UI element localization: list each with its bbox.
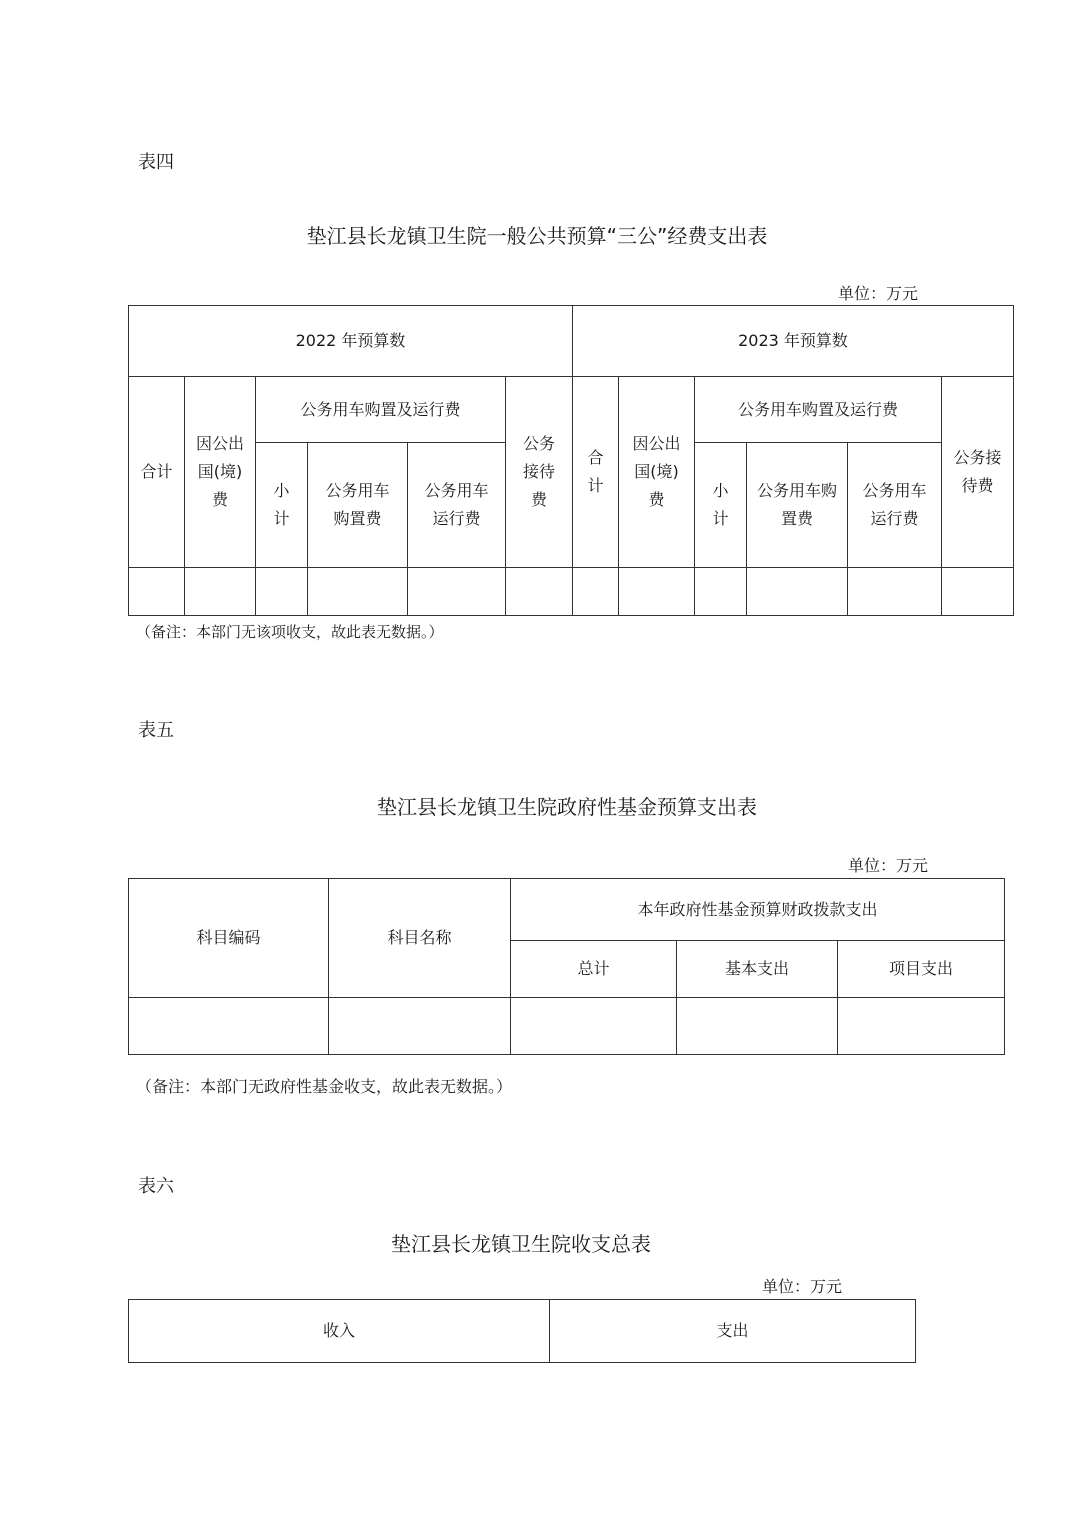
empty-cell: [185, 568, 256, 616]
empty-cell: [695, 568, 747, 616]
car-group-2023-header: 公务用车购置及运行费: [695, 377, 942, 443]
empty-cell: [256, 568, 308, 616]
empty-cell: [129, 998, 329, 1055]
empty-cell: [308, 568, 408, 616]
table6-label: 表六: [138, 1176, 174, 1197]
empty-cell: [942, 568, 1014, 616]
table4-grid: [128, 305, 1014, 616]
empty-cell: [329, 998, 511, 1055]
year-2022-header: 2022 年预算数: [129, 306, 573, 377]
empty-cell: [619, 568, 695, 616]
table5-note: （备注：本部门无政府性基金收支，故此表无数据。）: [136, 1077, 513, 1096]
car-run-2022-header: 公务用车 运行费: [408, 443, 506, 568]
table6-title: 垫江县长龙镇卫生院收支总表: [391, 1232, 651, 1256]
table-row: [129, 998, 1005, 1055]
total-2023-header: 合 计: [573, 377, 619, 568]
reception-2023-header: 公务接 待费: [942, 377, 1014, 568]
reception-2022-header: 公务 接待 费: [506, 377, 573, 568]
table4-title: 垫江县长龙镇卫生院一般公共预算“三公”经费支出表: [306, 224, 768, 248]
table-row: [129, 568, 1014, 616]
empty-cell: [848, 568, 942, 616]
empty-cell: [511, 998, 677, 1055]
table5-unit: 单位：万元: [848, 856, 929, 875]
empty-cell: [506, 568, 573, 616]
table4-unit: 单位：万元: [838, 284, 919, 303]
car-group-2022-header: 公务用车购置及运行费: [256, 377, 506, 443]
subject-name-header: 科目名称: [329, 879, 511, 998]
table4-label: 表四: [138, 152, 174, 173]
empty-cell: [838, 998, 1005, 1055]
empty-cell: [129, 568, 185, 616]
car-run-2023-header: 公务用车 运行费: [848, 443, 942, 568]
subtotal-2022-header: 小 计: [256, 443, 308, 568]
abroad-2022-header: 因公出 国(境) 费: [185, 377, 256, 568]
total-2022-header: 合计: [129, 377, 185, 568]
year-2023-header: 2023 年预算数: [573, 306, 1014, 377]
table5-title: 垫江县长龙镇卫生院政府性基金预算支出表: [377, 795, 757, 819]
table5-label: 表五: [138, 720, 174, 741]
table5-grid: [128, 878, 1005, 1055]
abroad-2023-header: 因公出 国(境) 费: [619, 377, 695, 568]
car-purchase-2023-header: 公务用车购 置费: [747, 443, 848, 568]
subtotal-2023-header: 小 计: [695, 443, 747, 568]
empty-cell: [747, 568, 848, 616]
basic-expense-header: 基本支出: [677, 941, 838, 998]
project-expense-header: 项目支出: [838, 941, 1005, 998]
empty-cell: [677, 998, 838, 1055]
table6-unit: 单位：万元: [762, 1277, 843, 1296]
table4-note: （备注：本部门无该项收支，故此表无数据。）: [136, 623, 444, 641]
empty-cell: [573, 568, 619, 616]
car-purchase-2022-header: 公务用车 购置费: [308, 443, 408, 568]
expense-header: 支出: [550, 1300, 916, 1363]
subject-code-header: 科目编码: [129, 879, 329, 998]
total-header: 总计: [511, 941, 677, 998]
empty-cell: [408, 568, 506, 616]
fund-expense-group-header: 本年政府性基金预算财政拨款支出: [511, 879, 1005, 941]
income-header: 收入: [129, 1300, 550, 1363]
table6-grid: [128, 1299, 916, 1363]
